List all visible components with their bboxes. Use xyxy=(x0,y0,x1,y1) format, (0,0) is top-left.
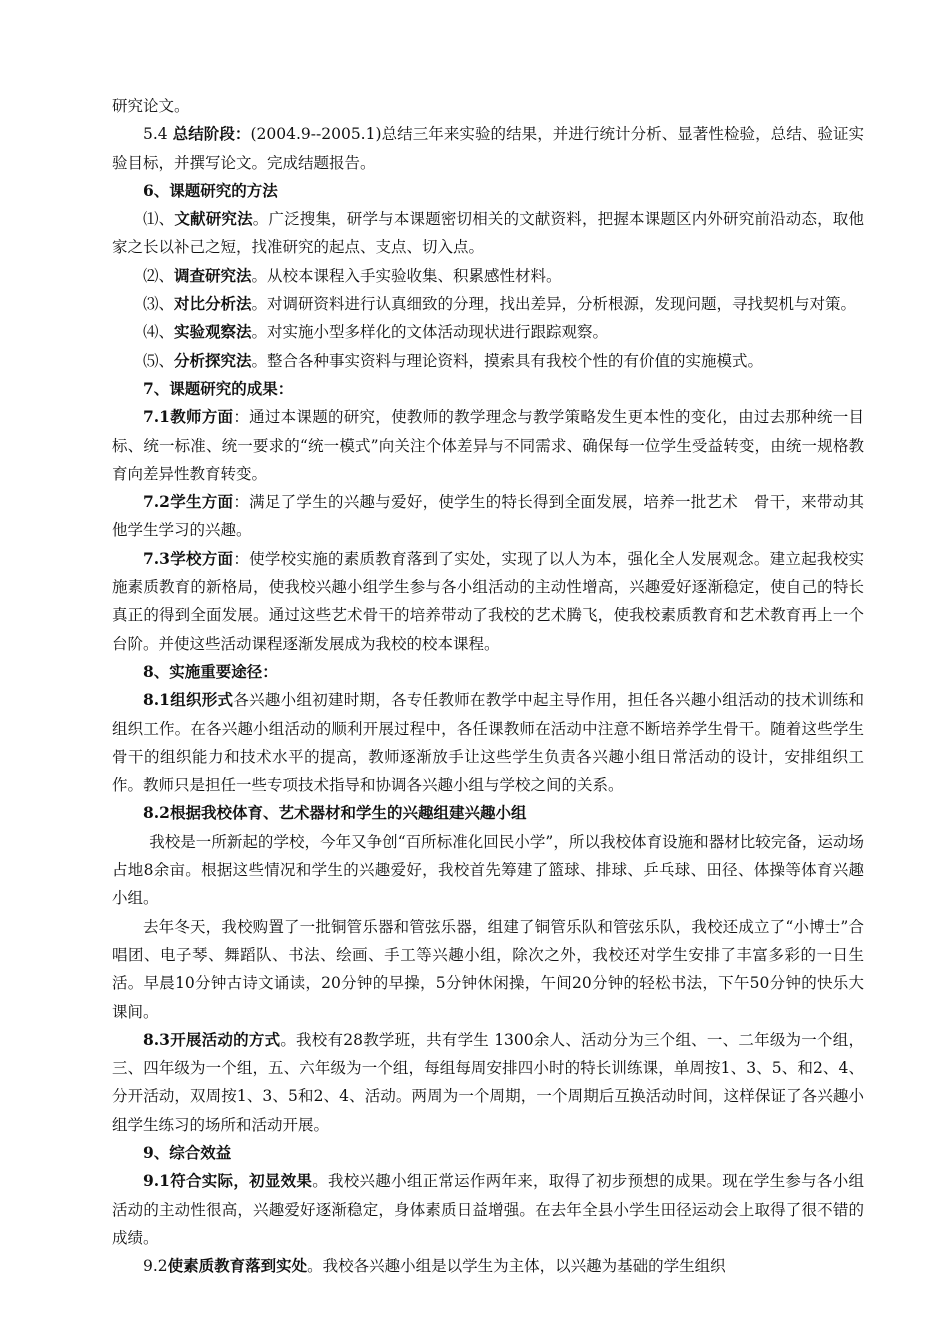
paragraph-method-survey xyxy=(112,262,864,290)
paragraph-method-comparison xyxy=(112,290,864,318)
paragraph-method-literature xyxy=(112,205,864,262)
paragraph-band-groups xyxy=(112,913,864,1026)
paragraph-text: 。从校本课程入手实验收集、积累感性材料。 xyxy=(251,266,562,285)
paragraph-lead: ⑸、 xyxy=(143,351,175,370)
paragraph-text: 我校是一所新起的学校，今年又争创“百所标准化回民小学”，所以我校体育设施和器材比较完备，运动场占地8余亩。根据这些情况和学生的兴趣爱好，我校首先筹建了篮球、排球、乒乓球、田径、体操等体育兴趣小组。 xyxy=(112,832,864,908)
paragraph-school-facilities xyxy=(112,828,864,913)
paragraph-text: 。广泛搜集，研学与本课题密切相关的文献资料，把握本课题区内外研究前沿动态，取他家之长以补己之短，找准研究的起点、支点、切入点。 xyxy=(112,210,864,257)
paragraph-label: 教师方面 xyxy=(169,407,234,427)
paragraph-research-paper xyxy=(112,92,864,120)
section-heading-6: 6、课题研究的方法 xyxy=(143,180,278,200)
paragraph-label: 学校方面 xyxy=(169,548,234,568)
paragraph-benefit-quality-education xyxy=(112,1252,864,1280)
paragraph-label: 对比分析法 xyxy=(174,294,252,314)
paragraph-text: ：使学校实施的素质教育落到了实处，实现了以人为本，强化全人发展观念。建立起我校实施素质教育的新格局，使我校兴趣小组学生参与各小组活动的主动性增高，兴趣爱好逐渐稳定，使自己的特长真正的得到全面发展。通过这些艺术骨干的培养带动了我校的艺术腾飞，使我校素质教育和艺术教育再上一个台阶。并使这些活动课程逐渐发展成为我校的校本课程。 xyxy=(112,549,864,653)
paragraph-label: 调查研究法 xyxy=(174,265,252,285)
paragraph-organization-form xyxy=(112,686,864,799)
document-page xyxy=(112,92,864,1280)
paragraph-lead: ⑶、 xyxy=(143,295,175,314)
paragraph-label: 开展活动的方式 xyxy=(169,1029,281,1049)
paragraph-benefit-practical xyxy=(112,1167,864,1252)
paragraph-text: 。我校有28教学班，共有学生 1300余人、活动分为三个组、一、二年级为一个组，三、四年级为一个组，五、六年级为一个组，每组每周安排四小时的特长训练课，单周按1、3、5、和2、4、分开活动，双周按1、3、5和2、4、活动。两周为一个周期，一个周期后互换活动时间，这样保证了各兴趣小组学生练习的场所和活动开展。 xyxy=(112,1030,864,1134)
paragraph-label: 实验观察法 xyxy=(174,322,252,342)
paragraph-method-analysis xyxy=(112,347,864,375)
section-heading-7: 7、课题研究的成果： xyxy=(143,378,294,398)
paragraph-text: 。整合各种事实资料与理论资料，摸索具有我校个性的有价值的实施模式。 xyxy=(251,351,764,370)
paragraph-label: 文献研究法 xyxy=(174,209,253,229)
paragraph-lead: 9.2 xyxy=(143,1257,168,1276)
paragraph-lead: ⑵、 xyxy=(143,266,175,285)
section-heading-8-2: 8.2根据我校体育、艺术器材和学生的兴趣组建兴趣小组 xyxy=(143,803,527,823)
paragraph-lead: 7.2 xyxy=(143,492,170,512)
paragraph-lead: 8.1 xyxy=(143,690,170,710)
paragraph-text: 研究论文。 xyxy=(112,97,190,115)
paragraph-text: (2004.9--2005.1)总结三年来实验的结果，并进行统计分析、显著性检验，总结、验证实验目标，并撰写论文。完成结题报告。 xyxy=(112,125,865,172)
paragraph-text: 。我校兴趣小组正常运作两年来，取得了初步预想的成果。现在学生参与各小组活动的主动性很高，兴趣爱好逐渐稳定，身体素质日益增强。在去年全县小学生田径运动会上取得了很不错的成绩。 xyxy=(112,1172,864,1247)
paragraph-lead: 7.1 xyxy=(143,407,170,427)
paragraph-result-teachers xyxy=(112,403,864,488)
section-heading-9: 9、综合效益 xyxy=(143,1142,232,1162)
paragraph-text: 。对实施小型多样化的文体活动现状进行跟踪观察。 xyxy=(251,323,609,342)
paragraph-text: 去年冬天，我校购置了一批铜管乐器和管弦乐器，组建了铜管乐队和管弦乐队，我校还成立了“小博士”合唱团、电子琴、舞蹈队、书法、绘画、手工等兴趣小组，除次之外，我校还对学生安排了丰富多彩的一日生活。早晨10分钟古诗文诵读，20分钟的早操，5分钟休闲操，午间20分钟的轻松书法，下午50分钟的快乐大课间。 xyxy=(112,917,864,1021)
paragraph-text: ：通过本课题的研究，使教师的教学理念与教学策略发生更本性的变化，由过去那种统一目标、统一标准、统一要求的“统一模式”向关注个体差异与不同需求、确保每一位学生受益转变，由统一规格教育向差异性教育转变。 xyxy=(112,408,864,483)
paragraph-lead: ⑴、 xyxy=(143,210,175,229)
paragraph-lead: 9.1 xyxy=(143,1171,170,1191)
paragraph-lead: 5.4 xyxy=(143,125,173,144)
paragraph-text: ：满足了学生的兴趣与爱好，使学生的特长得到全面发展，培养一批艺术 骨干，来带动其他学生学习的兴趣。 xyxy=(112,493,864,540)
paragraph-lead: 7.3 xyxy=(143,548,170,568)
paragraph-lead: ⑷、 xyxy=(143,323,175,342)
paragraph-label: 符合实际，初显效果 xyxy=(169,1171,313,1191)
paragraph-label: 总结阶段： xyxy=(172,124,251,144)
paragraph-label: 学生方面 xyxy=(169,492,234,512)
paragraph-text: 。我校各兴趣小组是以学生为主体，以兴趣为基础的学生组织 xyxy=(307,1257,726,1276)
paragraph-label: 分析探究法 xyxy=(174,350,252,370)
paragraph-text: 。对调研资料进行认真细致的分理，找出差异，分析根源，发现问题，寻找契机与对策。 xyxy=(251,295,857,314)
paragraph-label: 组织形式 xyxy=(169,690,234,710)
paragraph-label: 使素质教育落到实处 xyxy=(167,1256,308,1276)
paragraph-text: 各兴趣小组初建时期，各专任教师在教学中起主导作用，担任各兴趣小组活动的技术训练和组织工作。在各兴趣小组活动的顺利开展过程中，各任课教师在活动中注意不断培养学生骨干。随着这些学生骨干的组织能力和技术水平的提高，教师逐渐放手让这些学生负责各兴趣小组日常活动的设计，安排组织工作。教师只是担任一些专项技术指导和协调各兴趣小组与学校之间的关系。 xyxy=(112,691,864,795)
paragraph-result-school xyxy=(112,545,864,658)
paragraph-lead: 8.3 xyxy=(143,1029,170,1049)
paragraph-result-students xyxy=(112,488,864,545)
paragraph-method-observation xyxy=(112,318,864,346)
paragraph-activity-method xyxy=(112,1026,864,1139)
paragraph-summary-stage xyxy=(112,120,864,177)
section-heading-8: 8、实施重要途径： xyxy=(143,661,278,681)
